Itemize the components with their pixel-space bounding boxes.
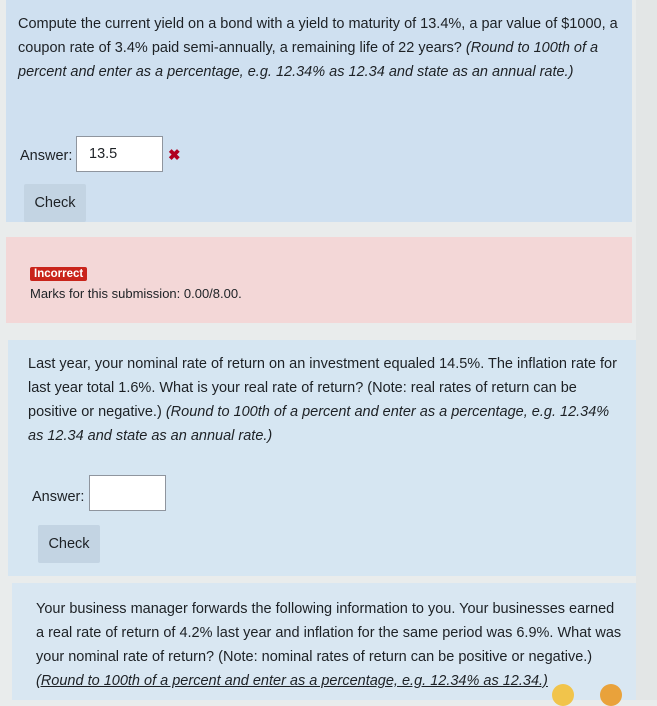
chat-icon[interactable] [600,684,622,706]
question-3-panel [12,583,636,700]
question-2-body: Last year, your nominal rate of return on an investment equaled 14.5%. The inflation rate for last year total 1.6%. What is your real rate of return? (Note: real rates of return can be positive or negative.) [28,356,617,420]
question-1-body: Compute the current yield on a bond with a yield to maturity of 13.4%, a par value of $1000, a coupon rate of 3.4% paid semi-annually, a remaining life of 22 years? [18,16,618,56]
incorrect-mark-icon: ✖ [168,147,181,164]
check-button[interactable]: Check [24,184,86,222]
answer-label: Answer: [32,489,85,505]
help-icon[interactable] [552,684,574,706]
feedback-panel [6,237,632,323]
marks-text: Marks for this submission: 0.00/8.00. [30,286,242,301]
question-2-text [28,352,618,448]
question-3-instruction: (Round to 100th of a percent and enter as a percentage, e.g. 12.34% as 12.34.) [36,673,548,689]
question-1-panel [6,0,632,222]
answer-label: Answer: [20,148,73,164]
question-3-body: Your business manager forwards the following information to you. Your businesses earned a real rate of return of 4.2% last year and inflation for the same period was 6.9%. What was your nominal rate of return? (Note: nominal rates of return can be positive or negative.) [36,601,622,665]
question-3-text [36,597,626,693]
question-1-instruction: (Round to 100th of a percent and enter as a percentage, e.g. 12.34% as 12.34 and state as an annual rate.) [18,40,599,80]
answer-input[interactable]: 13.5 [76,136,163,172]
incorrect-badge: Incorrect [30,267,87,281]
question-2-instruction: (Round to 100th of a percent and enter as a percentage, e.g. 12.34% as 12.34 and state as an annual rate.) [28,404,610,444]
check-button[interactable]: Check [38,525,100,563]
question-2-panel [8,340,636,576]
page-edge [636,0,657,700]
question-1-text [18,12,618,84]
answer-input[interactable] [89,475,166,511]
